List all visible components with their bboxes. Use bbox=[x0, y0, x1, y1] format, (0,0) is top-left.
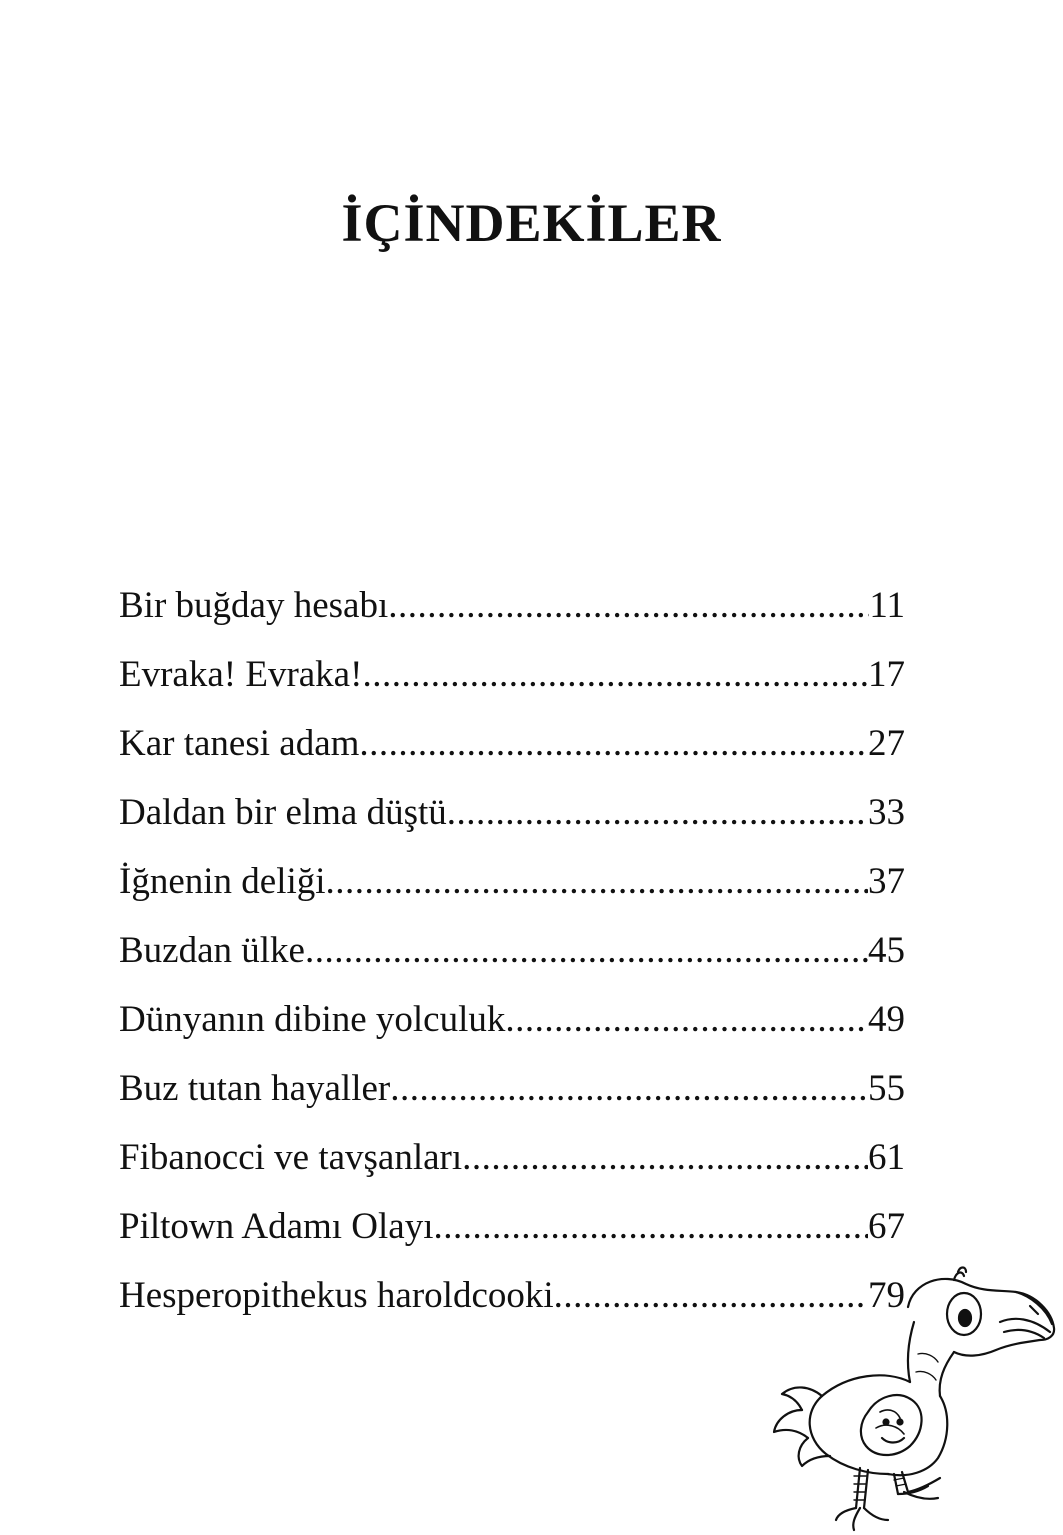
toc-entry-title: Piltown Adamı Olayı bbox=[119, 1206, 434, 1247]
dot-leader bbox=[305, 921, 868, 981]
dodo-bird-illustration bbox=[768, 1262, 1060, 1534]
dot-leader bbox=[390, 1059, 868, 1119]
dot-leader bbox=[388, 576, 869, 636]
dot-leader bbox=[447, 783, 868, 843]
toc-entry-title: Hesperopithekus haroldcooki bbox=[119, 1275, 554, 1316]
toc-entry[interactable] bbox=[119, 705, 905, 774]
dot-leader bbox=[362, 645, 868, 705]
toc-entry-title: Fibanocci ve tavşanları bbox=[119, 1137, 463, 1178]
toc-entry-page: 11 bbox=[869, 585, 905, 626]
toc-entry-title: Dünyanın dibine yolculuk bbox=[119, 999, 506, 1040]
toc-entry-title: Bir buğday hesabı bbox=[119, 585, 389, 626]
toc-entry-page: 49 bbox=[868, 999, 905, 1040]
toc-entry-page: 45 bbox=[868, 930, 905, 971]
toc-entry-page: 37 bbox=[868, 861, 905, 902]
dot-leader bbox=[434, 1197, 869, 1257]
toc-entry-title: Kar tanesi adam bbox=[119, 723, 360, 764]
toc-entry[interactable] bbox=[119, 567, 905, 636]
toc-entry[interactable] bbox=[119, 1188, 905, 1257]
toc-entry-title: Daldan bir elma düştü bbox=[119, 792, 447, 833]
toc-entry[interactable] bbox=[119, 1050, 905, 1119]
toc-entry[interactable] bbox=[119, 843, 905, 912]
toc-entry-title: Evraka! Evraka! bbox=[119, 654, 363, 695]
toc-entry-page: 61 bbox=[868, 1137, 905, 1178]
dot-leader bbox=[462, 1128, 868, 1188]
toc-entry[interactable] bbox=[119, 636, 905, 705]
toc-entry-page: 79 bbox=[868, 1275, 905, 1316]
dot-leader bbox=[505, 990, 868, 1050]
toc-entry-title: Buz tutan hayaller bbox=[119, 1068, 391, 1109]
toc-entry-title: Buzdan ülke bbox=[119, 930, 305, 971]
dot-leader bbox=[326, 852, 868, 912]
toc-entry[interactable] bbox=[119, 774, 905, 843]
page-title: İÇİNDEKİLER bbox=[341, 193, 722, 253]
toc-entry-page: 17 bbox=[868, 654, 905, 695]
toc-entry-page: 27 bbox=[868, 723, 905, 764]
toc-entry[interactable] bbox=[119, 981, 905, 1050]
dot-leader bbox=[359, 714, 868, 774]
toc-entry-title: İğnenin deliği bbox=[119, 861, 326, 902]
toc-entry-page: 67 bbox=[868, 1206, 905, 1247]
table-of-contents bbox=[119, 567, 905, 1326]
toc-entry[interactable] bbox=[119, 1119, 905, 1188]
toc-entry[interactable] bbox=[119, 912, 905, 981]
toc-entry-page: 55 bbox=[868, 1068, 905, 1109]
toc-entry-page: 33 bbox=[868, 792, 905, 833]
